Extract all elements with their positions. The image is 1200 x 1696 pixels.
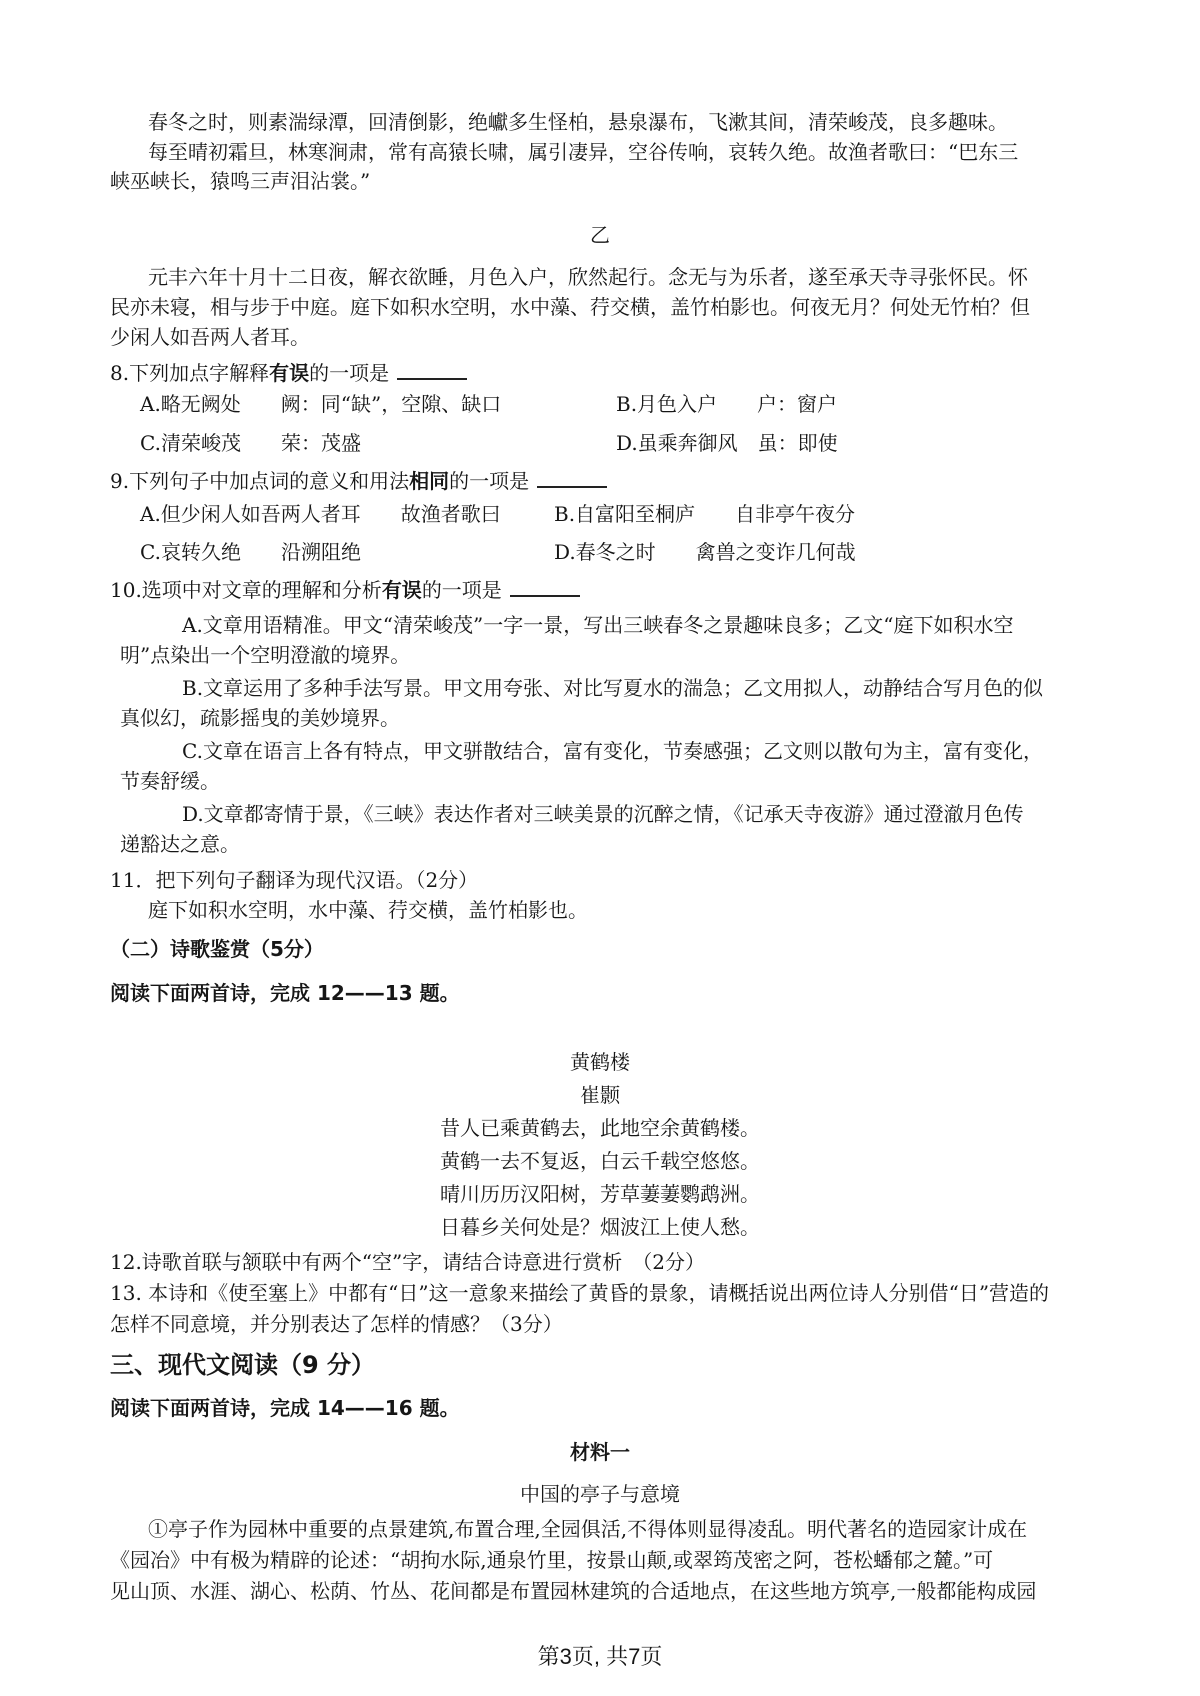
q11-stem: 11．把下列句子翻译为现代汉语。（2分）: [110, 868, 479, 892]
material-1-title: 中国的亭子与意境: [520, 1482, 680, 1506]
yi-line-3: 少闲人如吾两人者耳。: [110, 325, 310, 349]
section-2-heading: （二）诗歌鉴赏（5分）: [110, 937, 324, 961]
yi-line-2: 民亦未寝，相与步于中庭。庭下如积水空明，水中藻、荇交横，盖竹柏影也。何夜无月？何处无竹柏？但: [110, 295, 1030, 319]
q12-text: 12.诗歌首联与颔联中有两个“空”字，请结合诗意进行赏析 （2分）: [110, 1250, 705, 1274]
q9-option-d: D.春冬之时 禽兽之变诈几何哉: [554, 540, 856, 564]
section-3-heading: 三、现代文阅读（9 分）: [110, 1351, 376, 1379]
poem-author: 崔颢: [580, 1083, 620, 1107]
material-1-line-3: 见山顶、水涯、湖心、松荫、竹丛、花间都是布置园林建筑的合适地点，在这些地方筑亭,一般都能构成园: [110, 1579, 1037, 1603]
material-1-label: 材料一: [570, 1440, 630, 1464]
q9-stem-emphasis: 相同: [409, 469, 450, 493]
page-number: 第3页, 共7页: [537, 1644, 663, 1669]
q8-option-a: A.略无阙处 阙：同“缺”，空隙、缺口: [140, 392, 502, 416]
q10-option-b-line2: 真似幻，疏影摇曳的美妙境界。: [120, 706, 400, 730]
q8-answer-blank[interactable]: [397, 360, 467, 380]
jia-line-2: 每至晴初霜旦，林寒涧肃，常有高猿长啸，属引凄异，空谷传响，哀转久绝。故渔者歌曰：“巴东三: [148, 140, 1019, 164]
q8-option-d: D.虽乘奔御风 虽：即使: [616, 431, 838, 455]
poem-line-4: 日暮乡关何处是？烟波江上使人愁。: [440, 1215, 760, 1239]
q9-stem-c: 的一项是: [449, 469, 530, 493]
q9-option-c: C.哀转久绝 沿溯阻绝: [140, 540, 361, 564]
q10-option-a-line2: 明”点染出一个空明澄澈的境界。: [120, 643, 411, 667]
q10-stem-c: 的一项是: [421, 578, 502, 602]
q10-stem-a: 10.选项中对文章的理解和分析: [110, 578, 382, 602]
material-1-line-2: 《园冶》中有极为精辟的论述：“胡拘水际,通泉竹里，按景山颠,或翠筠茂密之阿，苍松蟠郁之麓。”可: [110, 1548, 994, 1572]
q8-option-b: B.月色入户 户：窗户: [616, 392, 838, 416]
q8-stem-emphasis: 有误: [269, 361, 310, 385]
yi-title: 乙: [590, 223, 610, 247]
q10-option-d-line1: D.文章都寄情于景，《三峡》表达作者对三峡美景的沉醉之情，《记承天寺夜游》通过澄澈月色传: [182, 802, 1024, 826]
q10-option-c-line2: 节奏舒缓。: [120, 769, 220, 793]
q13-line-2: 怎样不同意境，并分别表达了怎样的情感？（3分）: [110, 1312, 563, 1336]
q10-option-c-line1: C.文章在语言上各有特点，甲文骈散结合，富有变化，节奏感强；乙文则以散句为主，富有变化，: [182, 739, 1043, 763]
q10-option-b-line1: B.文章运用了多种手法写景。甲文用夸张、对比写夏水的湍急；乙文用拟人，动静结合写月色的似: [182, 676, 1044, 700]
q8-stem-c: 的一项是: [309, 361, 390, 385]
q10-option-a-line1: A.文章用语精准。甲文“清荣峻茂”一字一景，写出三峡春冬之景趣味良多；乙文“庭下如积水空: [182, 613, 1014, 637]
poem-line-3: 晴川历历汉阳树，芳草萋萋鹦鹉洲。: [440, 1182, 760, 1206]
jia-line-1: 春冬之时，则素湍绿潭，回清倒影，绝巘多生怪柏，悬泉瀑布，飞漱其间，清荣峻茂，良多趣味。: [148, 110, 1008, 134]
yi-line-1: 元丰六年十月十二日夜，解衣欲睡，月色入户，欣然起行。念无与为乐者，遂至承天寺寻张怀民。怀: [148, 265, 1028, 289]
poem-line-2: 黄鹤一去不复返，白云千载空悠悠。: [440, 1149, 760, 1173]
q8-stem-a: 8.下列加点字解释: [110, 361, 270, 385]
jia-line-3: 峡巫峡长，猿鸣三声泪沾裳。”: [110, 169, 371, 193]
section-2-instruction: 阅读下面两首诗，完成 12——13 题。: [110, 981, 460, 1005]
q10-stem-emphasis: 有误: [381, 578, 422, 602]
poem-title: 黄鹤楼: [570, 1050, 630, 1074]
q13-line-1: 13. 本诗和《使至塞上》中都有“日”这一意象来描绘了黄昏的景象，请概括说出两位诗人分别借“日”营造的: [110, 1281, 1050, 1305]
section-3-instruction: 阅读下面两首诗，完成 14——16 题。: [110, 1396, 460, 1420]
q10-option-d-line2: 递豁达之意。: [120, 832, 240, 856]
material-1-line-1: ①亭子作为园林中重要的点景建筑,布置合理,全园俱活,不得体则显得凌乱。明代著名的造园家计成在: [148, 1517, 1028, 1541]
q8-stem: [110, 358, 467, 388]
q9-answer-blank[interactable]: [537, 468, 607, 488]
q10-stem: [110, 575, 580, 605]
q9-option-b: B.自富阳至桐庐 自非亭午夜分: [554, 502, 856, 526]
q11-sentence: 庭下如积水空明，水中藻、荇交横，盖竹柏影也。: [148, 898, 588, 922]
q10-answer-blank[interactable]: [510, 577, 580, 597]
poem-line-1: 昔人已乘黄鹤去，此地空余黄鹤楼。: [440, 1116, 760, 1140]
q9-stem: [110, 466, 607, 496]
q9-option-a: A.但少闲人如吾两人者耳 故渔者歌曰: [140, 502, 501, 526]
q8-option-c: C.清荣峻茂 荣：茂盛: [140, 431, 361, 455]
q9-stem-a: 9.下列句子中加点词的意义和用法: [110, 469, 410, 493]
